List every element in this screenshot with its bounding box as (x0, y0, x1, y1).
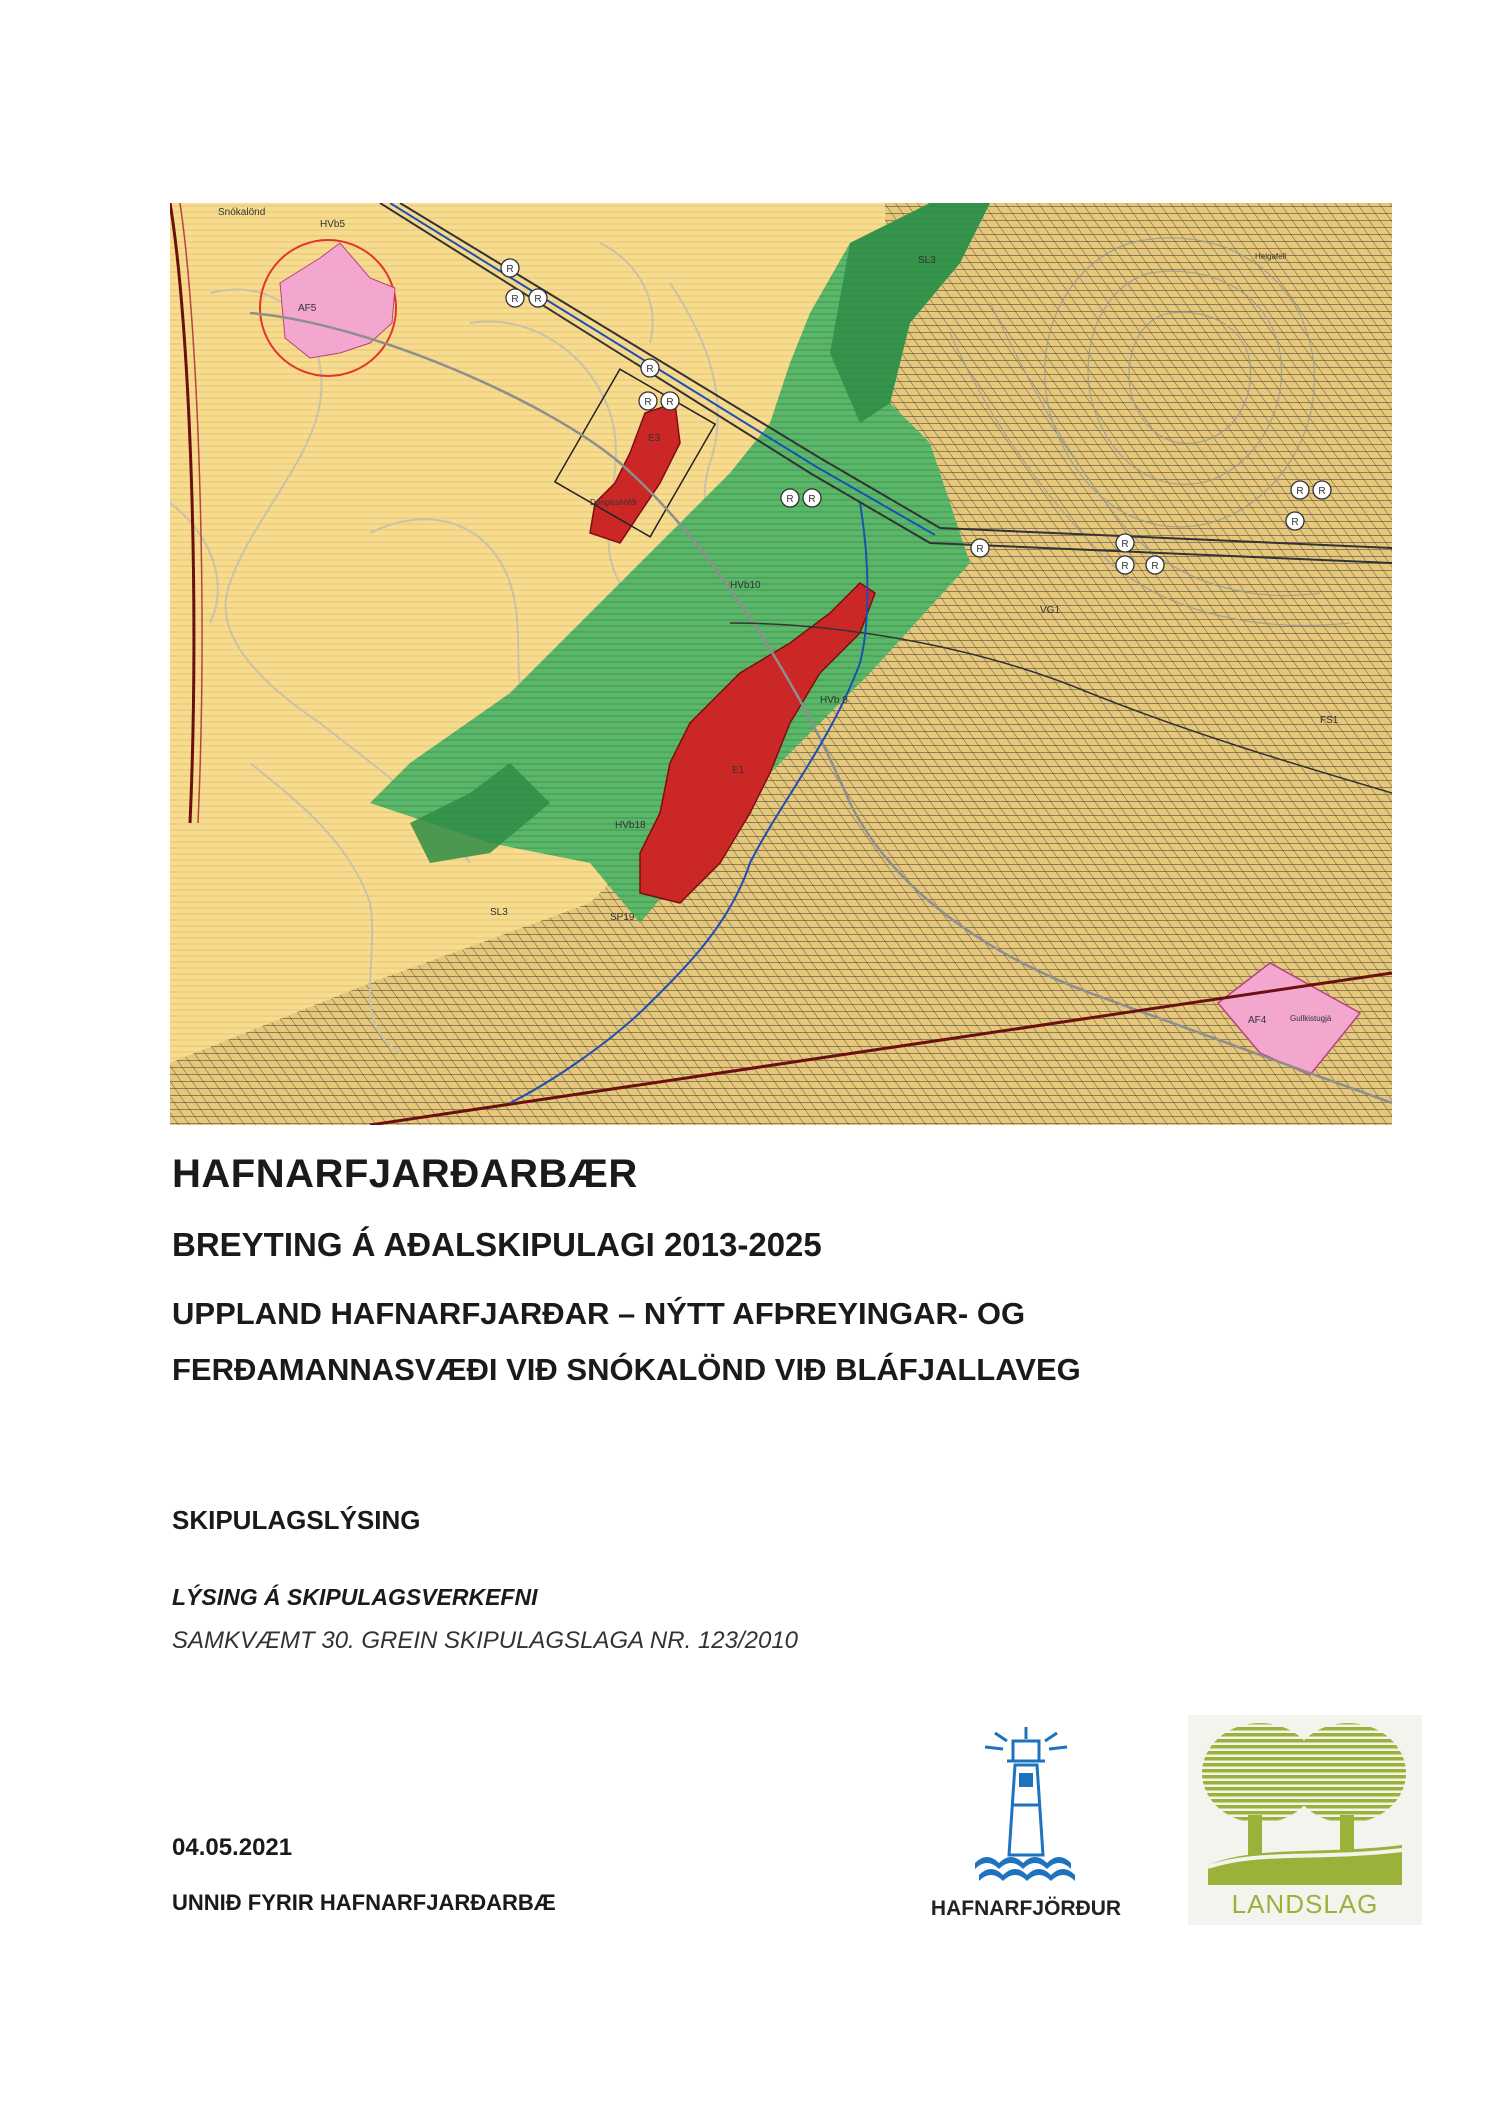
zoning-map (170, 203, 1392, 1125)
lighthouse-icon (915, 1725, 1137, 1925)
plan-subtitle-line2: FERÐAMANNASVÆÐI VIÐ SNÓKALÖND VIÐ BLÁFJALLAVEG (172, 1352, 1081, 1387)
description-line2: SAMKVÆMT 30. GREIN SKIPULAGSLAGA NR. 123/2010 (172, 1627, 799, 1654)
municipality-title: HAFNARFJARÐARBÆR (172, 1152, 638, 1196)
document-type: SKIPULAGSLÝSING (172, 1505, 421, 1535)
svg-text:R: R (644, 397, 652, 408)
map-label-hvb8: HVb 8 (820, 695, 848, 706)
map-label-gullkistugja: Gullkistugjá (1290, 1014, 1332, 1023)
landslag-logo (1188, 1715, 1422, 1925)
hafnarfjordur-logo (915, 1725, 1137, 1925)
map-label-sp19: SP19 (610, 912, 635, 923)
hafnarfjordur-logo-text: HAFNARFJÖRÐUR (930, 1897, 1122, 1920)
map-label-e1: E1 (732, 765, 745, 776)
svg-text:R: R (808, 494, 816, 505)
svg-text:R: R (1151, 561, 1159, 572)
svg-text:R: R (976, 544, 984, 555)
prepared-for: UNNIÐ FYRIR HAFNARFJARÐARBÆ (172, 1890, 556, 1915)
map-label-sl3b: SL3 (918, 255, 936, 266)
map-label-vg1: VG1 (1040, 605, 1061, 616)
trees-icon (1188, 1715, 1422, 1925)
document-date: 04.05.2021 (172, 1834, 293, 1861)
svg-text:R: R (666, 397, 674, 408)
plan-subtitle-line1: UPPLAND HAFNARFJARÐAR – NÝTT AFÞREYINGAR- OG (172, 1296, 1026, 1331)
map-label-hvb10: HVb10 (730, 580, 761, 591)
plan-title: BREYTING Á AÐALSKIPULAGI 2013-2025 (172, 1226, 822, 1263)
svg-text:R: R (506, 264, 514, 275)
svg-text:R: R (1318, 486, 1326, 497)
map-label-hvb5: HVb5 (320, 219, 346, 230)
svg-text:R: R (1121, 561, 1129, 572)
map-label-snokalond: Snókalönd (218, 207, 266, 218)
plan-subtitle (172, 1286, 1352, 1398)
svg-text:R: R (1296, 486, 1304, 497)
map-label-af4: AF4 (1248, 1015, 1267, 1026)
map-label-hvb18: HVb18 (615, 820, 646, 831)
map-label-dongleshofdi: Dongleshöfði (590, 498, 637, 507)
svg-text:R: R (646, 364, 654, 375)
map-label-fs1: FS1 (1320, 715, 1339, 726)
svg-text:R: R (1291, 517, 1299, 528)
map-label-af5: AF5 (298, 303, 317, 314)
svg-text:R: R (1121, 539, 1129, 550)
svg-text:R: R (511, 294, 519, 305)
svg-text:R: R (786, 494, 794, 505)
map-label-e3: E3 (648, 433, 661, 444)
landslag-logo-text: LANDSLAG (1231, 1889, 1379, 1919)
description-line1: LÝSING Á SKIPULAGSVERKEFNI (172, 1584, 538, 1610)
map-label-sl3a: SL3 (490, 907, 508, 918)
svg-text:R: R (534, 294, 542, 305)
map-label-helgafell: Helgafell (1255, 252, 1287, 261)
